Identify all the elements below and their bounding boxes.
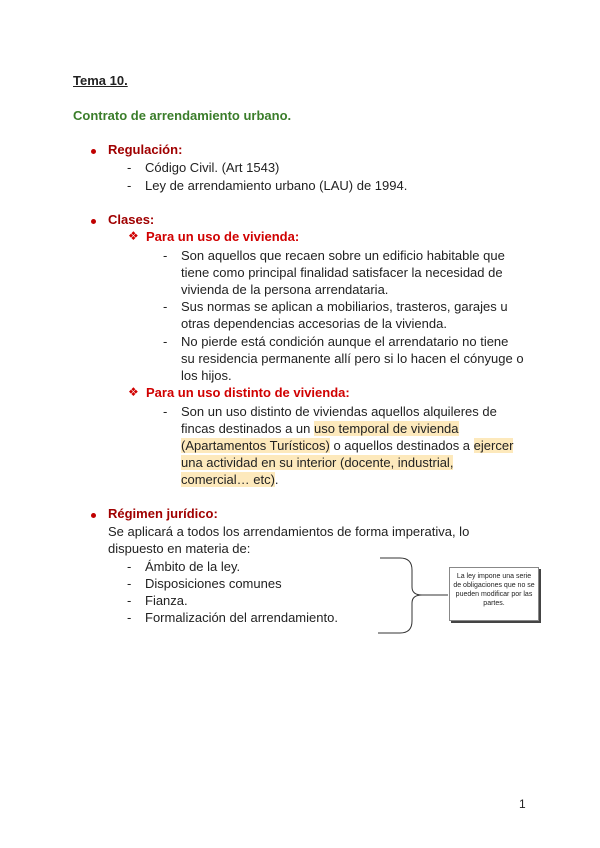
diamond-bullet-icon: ❖ xyxy=(128,385,139,399)
regulacion-item: Ley de arrendamiento urbano (LAU) de 1994. xyxy=(145,178,408,193)
vivienda-item-line: Son aquellos que recaen sobre un edificio habitable que xyxy=(181,248,505,263)
distinto-line: Son un uso distinto de viviendas aquellos alquileres de xyxy=(181,404,497,419)
regimen-item: Disposiciones comunes xyxy=(145,576,282,591)
page-title: Tema 10. xyxy=(73,73,128,88)
bullet-icon xyxy=(91,149,96,154)
vivienda-item-line: los hijos. xyxy=(181,368,232,383)
bullet-icon xyxy=(91,219,96,224)
regimen-intro-line: Se aplicará a todos los arrendamientos de forma imperativa, lo xyxy=(108,524,470,539)
distinto-line xyxy=(181,471,279,488)
page-number: 1 xyxy=(519,797,526,811)
highlighted-text: comercial… etc) xyxy=(181,472,275,487)
regulacion-heading: Regulación: xyxy=(108,142,183,157)
dash-marker: - xyxy=(127,559,132,574)
document-subtitle: Contrato de arrendamiento urbano. xyxy=(73,108,292,123)
regulacion-item: Código Civil. (Art 1543) xyxy=(145,160,280,175)
highlighted-text: una actividad en su interior (docente, industrial, xyxy=(181,455,454,470)
dash-marker: - xyxy=(163,299,168,314)
vivienda-heading: Para un uso de vivienda: xyxy=(146,229,300,244)
regimen-intro-line: dispuesto en materia de: xyxy=(108,541,251,556)
dash-marker: - xyxy=(127,160,132,175)
bullet-icon xyxy=(91,513,96,518)
note-box: La ley impone una serie de obligaciones que no se pueden modificar por las partes. xyxy=(449,567,539,621)
dash-marker: - xyxy=(163,334,168,349)
diamond-bullet-icon: ❖ xyxy=(128,229,139,243)
dash-marker: - xyxy=(163,248,168,263)
vivienda-item-line: tiene como principal finalidad satisfacer la necesidad de xyxy=(181,265,503,280)
regimen-item: Fianza. xyxy=(145,593,188,608)
distinto-line xyxy=(181,454,453,471)
distinto-line xyxy=(181,437,513,454)
regimen-item: Ámbito de la ley. xyxy=(145,559,241,574)
dash-marker: - xyxy=(127,576,132,591)
distinto-text: o aquellos destinados a xyxy=(329,438,474,453)
curly-brace-icon xyxy=(370,555,450,637)
dash-marker: - xyxy=(127,610,132,625)
highlighted-text: ejercer xyxy=(473,438,514,453)
vivienda-item-line: su residencia permanente allí pero si lo hacen el cónyuge o xyxy=(181,351,524,366)
dash-marker: - xyxy=(127,178,132,193)
distinto-text: . xyxy=(274,472,279,487)
highlighted-text: uso temporal de vivienda xyxy=(313,421,459,436)
distinto-text: fincas destinados a un xyxy=(181,421,314,436)
vivienda-item-line: otras dependencias accesorias de la vivienda. xyxy=(181,316,447,331)
distinto-heading: Para un uso distinto de vivienda: xyxy=(146,385,350,400)
dash-marker: - xyxy=(127,593,132,608)
regimen-item: Formalización del arrendamiento. xyxy=(145,610,338,625)
distinto-line xyxy=(181,420,459,437)
dash-marker: - xyxy=(163,404,168,419)
regimen-heading: Régimen jurídico: xyxy=(108,506,218,521)
highlighted-text: (Apartamentos Turísticos) xyxy=(181,438,330,453)
vivienda-item-line: vivienda de la persona arrendataria. xyxy=(181,282,389,297)
clases-heading: Clases: xyxy=(108,212,155,227)
vivienda-item-line: Sus normas se aplican a mobiliarios, trasteros, garajes u xyxy=(181,299,508,314)
vivienda-item-line: No pierde está condición aunque el arrendatario no tiene xyxy=(181,334,509,349)
